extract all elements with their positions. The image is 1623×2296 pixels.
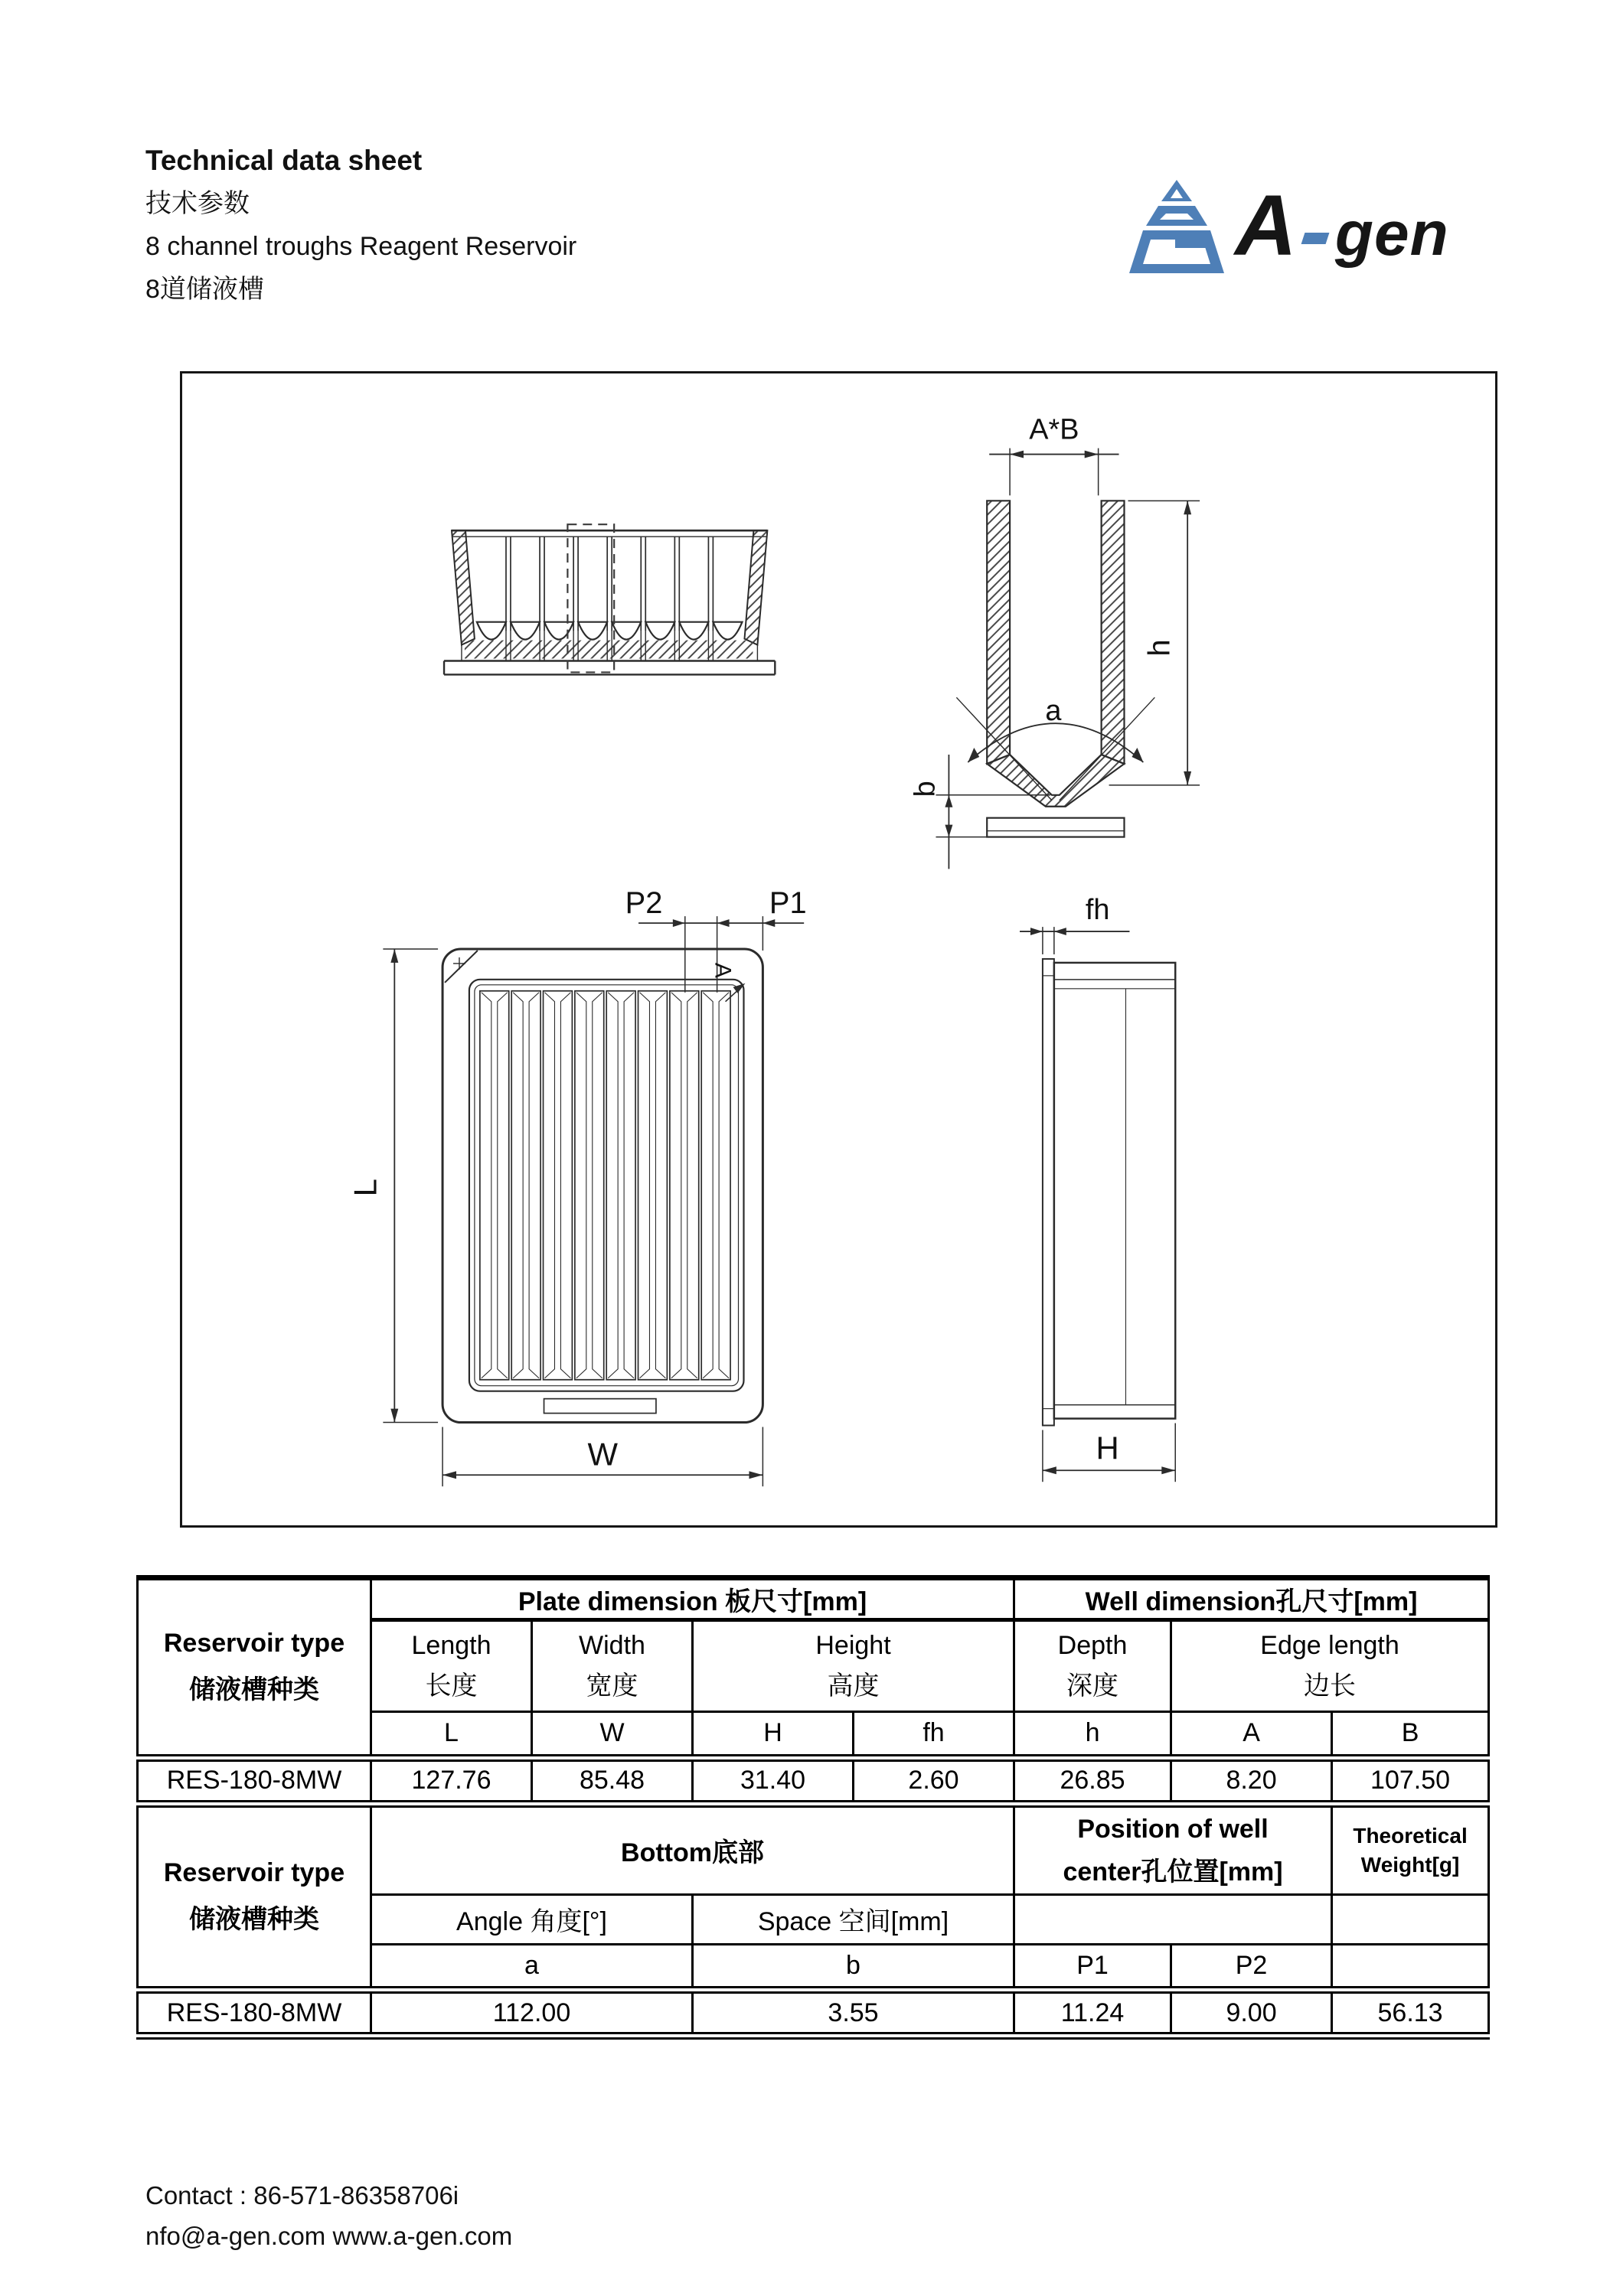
page-title: Technical data sheet [145,145,423,176]
symbol-h-cap: H [693,1712,854,1758]
length-cn: 长度 [425,1671,478,1701]
value-edge-b: 107.50 [1332,1758,1489,1804]
col-header-edge-length [1171,1620,1489,1712]
section-marker-a: A [710,962,736,978]
symbol-w: W [532,1712,693,1758]
value-height: 31.40 [693,1758,854,1804]
value-edge-a: 8.20 [1171,1758,1332,1804]
col-header-height [693,1620,1014,1712]
dim-label-ab: A*B [1029,413,1079,446]
angle-header: Angle 角度[°] [371,1894,693,1944]
row-type-2: RES-180-8MW [138,1990,371,2036]
value-p1: 11.24 [1014,1990,1171,2036]
empty-cell-weight-2 [1332,1944,1489,1990]
theoretical-weight-header [1332,1804,1489,1895]
symbol-p1: P1 [1014,1944,1171,1990]
top-view-drawing [383,916,804,1486]
value-length: 127.76 [371,1758,532,1804]
value-depth: 26.85 [1014,1758,1171,1804]
plate-dimension-header: Plate dimension 板尺寸[mm] [371,1578,1014,1620]
dim-label-fh: fh [1085,894,1110,927]
dim-label-h: h [1142,639,1177,657]
reservoir-type-2-cn: 储液槽种类 [189,1905,319,1935]
width-cn: 宽度 [586,1671,638,1701]
page-title-cn: 技术参数 [145,189,250,218]
well-position-header [1014,1804,1332,1895]
dim-label-angle-a: a [1045,695,1062,728]
symbol-a-cap: A [1171,1712,1332,1758]
depth-en: Depth [1057,1631,1128,1661]
dim-label-width-w: W [587,1436,618,1473]
well-dimension-header: Well dimension孔尺寸[mm] [1014,1578,1489,1620]
symbol-l: L [371,1712,532,1758]
value-p2: 9.00 [1171,1990,1332,2036]
product-name: 8 channel troughs Reagent Reservoir [145,232,577,261]
reservoir-type-2-en: Reservoir type [163,1858,345,1888]
dim-label-height-h: H [1096,1430,1119,1466]
weight-line1: Theoretical [1353,1823,1468,1848]
symbol-b: b [693,1944,1014,1990]
height-cn: 高度 [827,1671,880,1701]
dim-label-length-l: L [347,1179,384,1197]
logo-letters-gen: gen [1334,199,1449,269]
space-header: Space 空间[mm] [693,1894,1014,1944]
reservoir-type-cn: 储液槽种类 [189,1675,319,1705]
technical-drawings [182,373,1491,1521]
spec-table [136,1575,1490,2040]
reservoir-type-header-2 [138,1804,371,1991]
logo-letter-a: A [1235,178,1295,273]
width-en: Width [579,1631,645,1661]
agen-triangle-icon [1128,178,1226,275]
edge-cn: 边长 [1304,1671,1357,1701]
length-en: Length [411,1631,491,1661]
col-header-length [371,1620,532,1712]
position-line1: Position of well [1077,1814,1269,1844]
reservoir-type-header [138,1578,371,1758]
drawing-frame [180,371,1497,1528]
weight-line2: Weight[g] [1360,1852,1460,1877]
symbol-p2: P2 [1171,1944,1332,1990]
agen-logo [1128,176,1480,276]
side-view-drawing [1020,927,1175,1482]
edge-en: Edge length [1260,1631,1399,1661]
title-block [145,139,576,311]
row-type-1: RES-180-8MW [138,1758,371,1804]
symbol-a: a [371,1944,693,1990]
symbol-h: h [1014,1712,1171,1758]
well-section-drawing [936,448,1200,869]
dim-label-b: b [909,781,942,797]
height-en: Height [815,1631,891,1661]
value-angle: 112.00 [371,1990,693,2036]
depth-cn: 深度 [1066,1671,1119,1701]
symbol-b-cap: B [1332,1712,1489,1758]
front-view-drawing [444,524,775,674]
agen-wordmark [1235,176,1449,275]
reservoir-type-en: Reservoir type [163,1629,345,1658]
value-space: 3.55 [693,1990,1014,2036]
position-line2: center孔位置[mm] [1063,1857,1283,1887]
value-weight: 56.13 [1332,1990,1489,2036]
value-fh: 2.60 [854,1758,1014,1804]
dim-label-p2: P2 [625,886,663,921]
symbol-fh: fh [854,1712,1014,1758]
product-name-cn: 8道储液槽 [145,275,264,304]
dim-label-p1: P1 [769,886,807,921]
logo-dash-icon [1301,233,1329,244]
col-header-depth [1014,1620,1171,1712]
contact-phone: Contact : 86-571-86358706i [145,2181,459,2210]
col-header-width [532,1620,693,1712]
empty-cell-position [1014,1894,1332,1944]
bottom-header: Bottom底部 [371,1804,1014,1895]
contact-email-web: nfo@a-gen.com www.a-gen.com [145,2222,513,2250]
empty-cell-weight [1332,1894,1489,1944]
footer-contact [145,2175,512,2256]
value-width: 85.48 [532,1758,693,1804]
